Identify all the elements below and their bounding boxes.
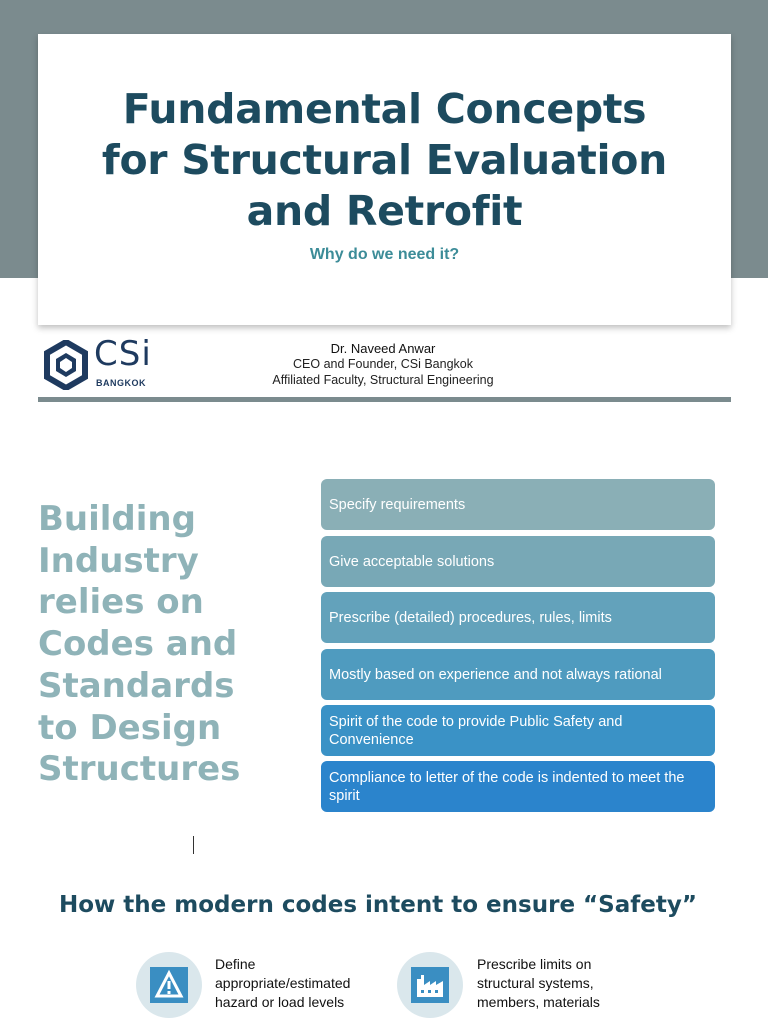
factory-icon-circle	[397, 952, 463, 1018]
text-cursor	[193, 836, 194, 854]
author-role-2: Affiliated Faculty, Structural Engineering	[272, 372, 494, 387]
author-section	[38, 334, 731, 404]
code-box-prescribe	[321, 592, 715, 643]
code-box-spirit	[321, 705, 715, 756]
author-block	[208, 341, 558, 388]
author-name: Dr. Naveed Anwar	[330, 341, 436, 356]
divider	[38, 397, 731, 402]
heading-line: Standards	[38, 665, 235, 706]
heading-line: Building	[38, 499, 196, 539]
code-box-text: Compliance to letter of the code is indented to meet the spirit	[329, 769, 685, 804]
code-box-text: Give acceptable solutions	[329, 553, 495, 570]
logo-text: CSi	[94, 334, 152, 374]
code-box-text: Specify requirements	[329, 496, 466, 513]
safety-heading: How the modern codes intent to ensure “Safety”	[59, 892, 697, 918]
hazard-icon-circle	[136, 952, 202, 1018]
heading-line: Codes and	[38, 624, 238, 665]
author-role-1: CEO and Founder, CSi Bangkok	[293, 357, 473, 371]
feature-text: Define appropriate/estimated hazard or load levels	[215, 956, 351, 1010]
csi-logo	[44, 336, 152, 396]
code-box-compliance	[321, 761, 715, 812]
code-box-text: Mostly based on experience and not always rational	[329, 666, 662, 683]
logo-subtext: BANGKOK	[96, 378, 146, 388]
factory-icon	[411, 967, 449, 1003]
code-box-text: Prescribe (detailed) procedures, rules, limits	[329, 609, 612, 626]
subtitle: Why do we need it?	[309, 246, 460, 263]
code-box-experience	[321, 649, 715, 700]
page-title	[38, 84, 731, 237]
code-box-text: Spirit of the code to provide Public Safety and Convenience	[329, 713, 623, 748]
code-box-solutions	[321, 536, 715, 587]
heading-line: Industry	[38, 540, 199, 581]
title-line-2: for Structural Evaluation	[101, 136, 668, 184]
heading-line: relies on	[38, 582, 204, 623]
code-box-specify	[321, 479, 715, 530]
heading-line: Structures	[38, 749, 241, 790]
left-heading	[38, 499, 288, 791]
heading-line: to Design	[38, 707, 222, 748]
hazard-triangle-icon	[150, 967, 188, 1003]
title-line-3: and Retrofit	[246, 187, 523, 235]
title-card	[38, 34, 731, 325]
feature-text: Prescribe limits on structural systems, members, materials	[477, 956, 600, 1010]
title-line-1: Fundamental Concepts	[122, 85, 647, 133]
csi-hex-icon	[44, 340, 88, 390]
